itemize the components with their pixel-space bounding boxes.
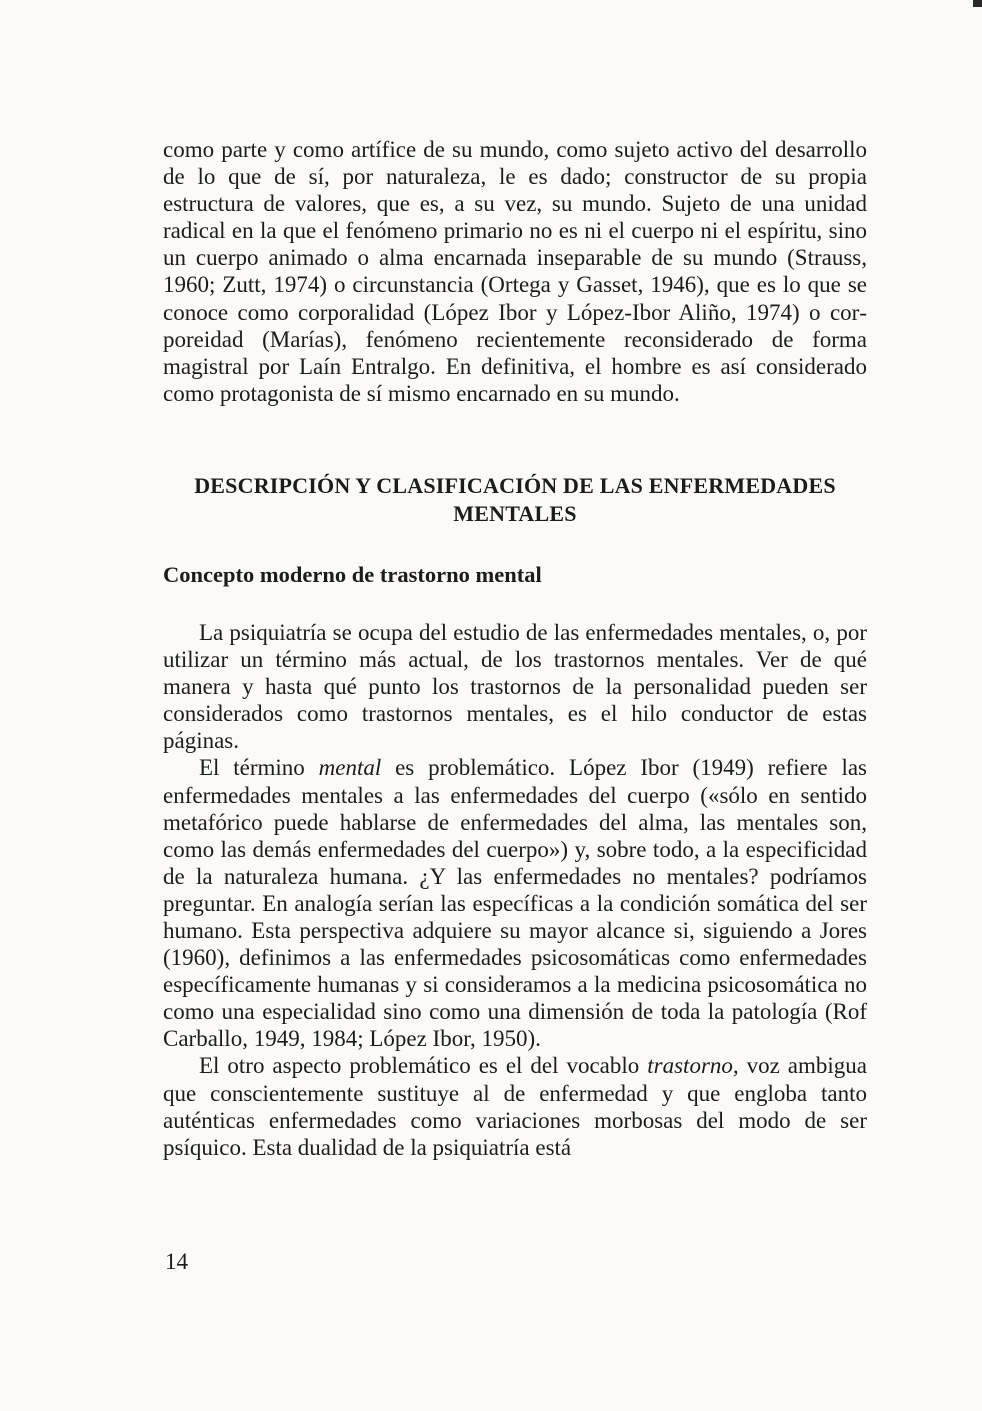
paragraph-3-text-start: El otro aspecto problemático es el del vocablo: [199, 1053, 648, 1079]
intro-paragraph: como parte y como artífice de su mundo, como sujeto activo del desarrollo de lo que de sí, por naturaleza, le es dado; constructor de su propia estructura de valores, que es, a su vez, su mundo. Sujeto de una unidad radical en la que el fenómeno primario no es ni el cuerpo ni el espíritu, sino un cuerpo animado o alma encarnada inseparable de su mundo (Strauss, 1960; Zutt, 1974) o circunstancia (Ortega y Gasset, 1946), que es lo que se conoce como corporalidad (López Ibor y López-Ibor Aliño, 1974) o corporeidad (Marías), fenómeno recientemente reconsiderado de forma magistral por Laín Entralgo. En definitiva, el hombre es así considerado como protagonista de sí mismo encarnado en su mundo.: [163, 137, 867, 406]
chapter-heading: [163, 472, 867, 528]
paragraph-3-text-rest: voz ambigua que conscientemente sustituye al de enfermedad y que engloba tanto auténticas enfermedades como variaciones morbosas del modo de ser psíquico. Esta dualidad de la psiquiatría está: [163, 1053, 868, 1160]
paragraph-2-italic-term: mental: [318, 755, 382, 781]
page-number: 14: [165, 1249, 188, 1274]
paragraph-3-italic-term: trastorno,: [647, 1053, 739, 1079]
page-content: [163, 136, 867, 1161]
section-heading: Concepto moderno de trastorno mental: [163, 561, 542, 587]
chapter-heading-line-2: MENTALES: [453, 500, 577, 526]
paragraph-2-text-rest: es problemático. López Ibor (1949) refiere las enfermedades mentales a las enfermedades del cuerpo («sólo en sentido metafórico puede hablarse de enfermedades del alma, las mentales son, como las demás enfermedades del cuerpo») y, sobre todo, a la especificidad de la naturaleza humana. ¿Y las enfermedades no mentales? podríamos preguntar. En analogía serían las específicas a la condición somática del ser humano. Esta perspectiva adquiere su mayor alcance si, siguiendo a Jores (1960), definimos a las enfermedades psicosomáticas como enfermedades específicamente humanas y si consideramos a la medicina psicosomática no como una especialidad sino como una dimensión de toda la patología (Rof Carballo, 1949, 1984; López Ibor, 1950).: [163, 755, 867, 1052]
scan-corner-mark: [973, 0, 982, 7]
body-paragraph-2: [163, 754, 867, 1052]
body-paragraph-3: [163, 1052, 867, 1160]
paragraph-2-text-start: El término: [199, 755, 319, 781]
section-body: [163, 619, 867, 1161]
chapter-heading-line-1: DESCRIPCIÓN Y CLASIFICACIÓN DE LAS ENFERMEDADES: [194, 472, 836, 498]
body-paragraph-1: La psiquiatría se ocupa del estudio de las enfermedades mentales, o, por utilizar un término más actual, de los trastornos mentales. Ver de qué manera y hasta qué punto los trastornos de la personalidad pueden ser considerados como trastornos mentales, es el hilo conductor de estas páginas.: [163, 619, 867, 754]
